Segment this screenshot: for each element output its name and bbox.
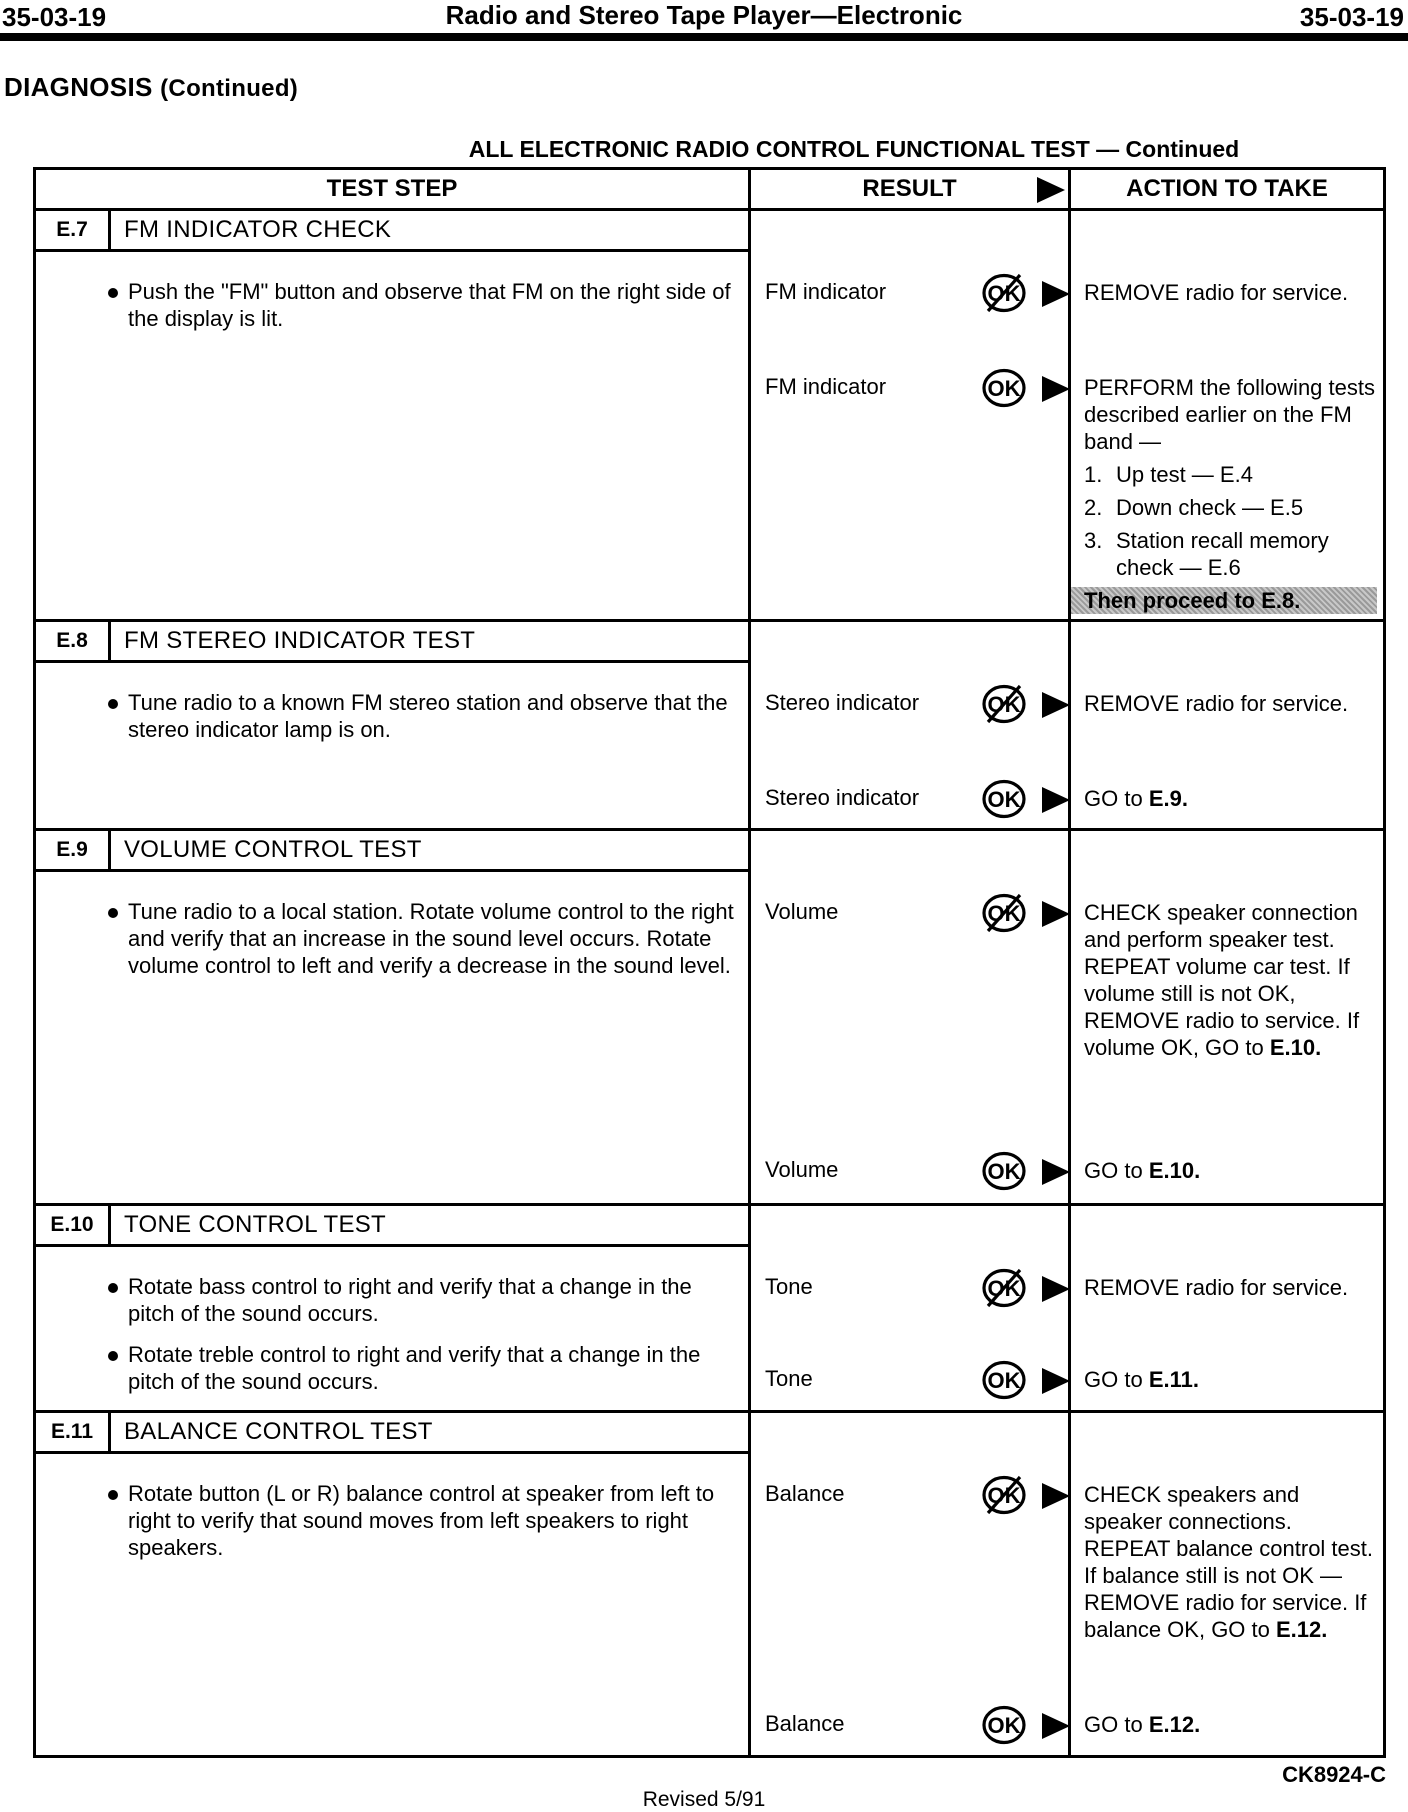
step-reference: E.10. xyxy=(1269,1035,1322,1060)
right-triangle-icon xyxy=(1041,786,1071,814)
table-row xyxy=(35,210,1385,621)
table-row xyxy=(35,621,1385,830)
result-cell xyxy=(750,1412,1070,1757)
right-triangle-icon xyxy=(1036,176,1066,204)
action-text: CHECK speakers and speaker connections. REPEAT balance control test. If balance still is not OK — REMOVE radio for service. If balance OK, GO to xyxy=(1084,1482,1373,1642)
action-cell xyxy=(1070,830,1385,1205)
ok-icon xyxy=(980,1151,1028,1191)
right-triangle-icon xyxy=(1041,691,1071,719)
action-text: GO to xyxy=(1084,1712,1143,1737)
action-cell xyxy=(1070,1412,1385,1757)
list-item: 1. Up test — E.4 xyxy=(1084,462,1253,487)
result-not-ok: Balance xyxy=(751,1475,1068,1515)
page-number-right: 35-03-19 xyxy=(1299,2,1404,32)
right-triangle-icon xyxy=(1041,900,1071,928)
section-heading xyxy=(4,72,298,103)
test-step-cell xyxy=(35,1412,750,1757)
result-ok: FM indicator xyxy=(751,368,1068,408)
action-cell xyxy=(1070,210,1385,621)
table-header-row xyxy=(35,169,1385,210)
column-header-action: ACTION TO TAKE xyxy=(1070,169,1385,210)
result-ok: Stereo indicator xyxy=(751,779,1068,819)
step-id: E.11 xyxy=(36,1413,111,1451)
action-text: GO to xyxy=(1084,1367,1143,1392)
not-ok-icon xyxy=(980,684,1028,724)
result-cell xyxy=(750,1205,1070,1412)
right-triangle-icon xyxy=(1041,1712,1071,1740)
step-bullet: Push the "FM" button and observe that FM on the right side of the display is lit. xyxy=(128,278,734,332)
page-number-left: 35-03-19 xyxy=(2,2,107,32)
ok-icon xyxy=(980,779,1028,819)
result-cell xyxy=(750,210,1070,621)
result-not-ok: FM indicator xyxy=(751,273,1068,313)
step-reference: E.11. xyxy=(1148,1367,1199,1392)
header-rule xyxy=(0,33,1408,41)
step-title: FM INDICATOR CHECK xyxy=(124,216,392,243)
action-cell xyxy=(1070,621,1385,830)
then-proceed-note: Then proceed to E.8. xyxy=(1071,587,1377,614)
action-text: GO to xyxy=(1084,786,1143,811)
page-header xyxy=(0,0,1408,34)
right-triangle-icon xyxy=(1041,1158,1071,1186)
result-not-ok: Stereo indicator xyxy=(751,684,1068,724)
column-header-result: RESULT xyxy=(750,169,1070,210)
ok-icon xyxy=(980,368,1028,408)
right-triangle-icon xyxy=(1041,1482,1071,1510)
result-ok: Tone xyxy=(751,1360,1068,1400)
page-title: Radio and Stereo Tape Player—Electronic xyxy=(445,0,963,30)
step-reference: E.12. xyxy=(1276,1617,1328,1642)
section-continued: (Continued) xyxy=(160,75,299,102)
action-cell xyxy=(1070,1205,1385,1412)
ok-icon xyxy=(980,1360,1028,1400)
result-cell xyxy=(750,830,1070,1205)
step-reference: E.12. xyxy=(1148,1712,1201,1737)
action-text: PERFORM the following tests described earlier on the FM band — xyxy=(1084,375,1375,454)
step-title: FM STEREO INDICATOR TEST xyxy=(124,627,476,654)
step-title: VOLUME CONTROL TEST xyxy=(124,836,422,863)
step-bullet: Rotate treble control to right and verify that a change in the pitch of the sound occurs. xyxy=(128,1341,734,1395)
step-id: E.9 xyxy=(36,831,111,869)
figure-code: CK8924-C xyxy=(1282,1762,1386,1787)
not-ok-icon xyxy=(980,1475,1028,1515)
test-step-cell xyxy=(35,621,750,830)
right-triangle-icon xyxy=(1041,280,1071,308)
step-bullet: Rotate bass control to right and verify that a change in the pitch of the sound occurs. xyxy=(128,1273,734,1327)
test-step-cell xyxy=(35,830,750,1205)
step-reference: E.10. xyxy=(1148,1158,1201,1183)
column-header-test-step: TEST STEP xyxy=(35,169,750,210)
step-id: E.8 xyxy=(36,622,111,660)
section-title: DIAGNOSIS xyxy=(4,72,153,102)
result-ok: Balance xyxy=(751,1705,1068,1745)
diagnosis-table xyxy=(33,167,1386,1758)
not-ok-icon xyxy=(980,893,1028,933)
step-bullet: Tune radio to a known FM stereo station and observe that the stereo indicator lamp is on. xyxy=(128,689,734,743)
result-ok: Volume xyxy=(751,1151,1068,1191)
step-reference: E.9. xyxy=(1148,786,1188,811)
table-row xyxy=(35,1412,1385,1757)
result-cell xyxy=(750,621,1070,830)
test-list xyxy=(1084,461,1377,581)
step-bullet: Rotate button (L or R) balance control at speaker from left to right to verify that sound moves from left speakers to right speakers. xyxy=(128,1480,734,1561)
table-caption: ALL ELECTRONIC RADIO CONTROL FUNCTIONAL TEST — Continued xyxy=(468,136,1240,162)
result-not-ok: Tone xyxy=(751,1268,1068,1308)
ok-icon xyxy=(980,1705,1028,1745)
test-step-cell xyxy=(35,1205,750,1412)
action-text: REMOVE radio for service. xyxy=(1084,280,1349,305)
step-id: E.7 xyxy=(36,211,111,249)
right-triangle-icon xyxy=(1041,1275,1071,1303)
action-text: GO to xyxy=(1084,1158,1143,1183)
table-row xyxy=(35,830,1385,1205)
step-id: E.10 xyxy=(36,1206,111,1244)
right-triangle-icon xyxy=(1041,1367,1071,1395)
right-triangle-icon xyxy=(1041,375,1071,403)
table-row xyxy=(35,1205,1385,1412)
action-text: REMOVE radio for service. xyxy=(1084,1275,1349,1300)
not-ok-icon xyxy=(980,273,1028,313)
not-ok-icon xyxy=(980,1268,1028,1308)
step-bullet: Tune radio to a local station. Rotate volume control to the right and verify that an increase in the sound level occurs. Rotate volume control to left and verify a decrease in the sound level. xyxy=(128,899,734,978)
action-text: REMOVE radio for service. xyxy=(1084,691,1349,716)
action-text: CHECK speaker connection and perform speaker test. REPEAT volume car test. If volume still is not OK, REMOVE radio to service. If volume OK, GO to xyxy=(1084,900,1360,1060)
test-step-cell xyxy=(35,210,750,621)
list-item: 2. Down check — E.5 xyxy=(1084,495,1304,520)
result-not-ok: Volume xyxy=(751,893,1068,933)
list-item: 3. Station recall memory check — E.6 xyxy=(1084,528,1329,580)
revision-note: Revised 5/91 xyxy=(642,1788,766,1811)
step-title: BALANCE CONTROL TEST xyxy=(124,1418,433,1445)
step-title: TONE CONTROL TEST xyxy=(124,1211,387,1238)
